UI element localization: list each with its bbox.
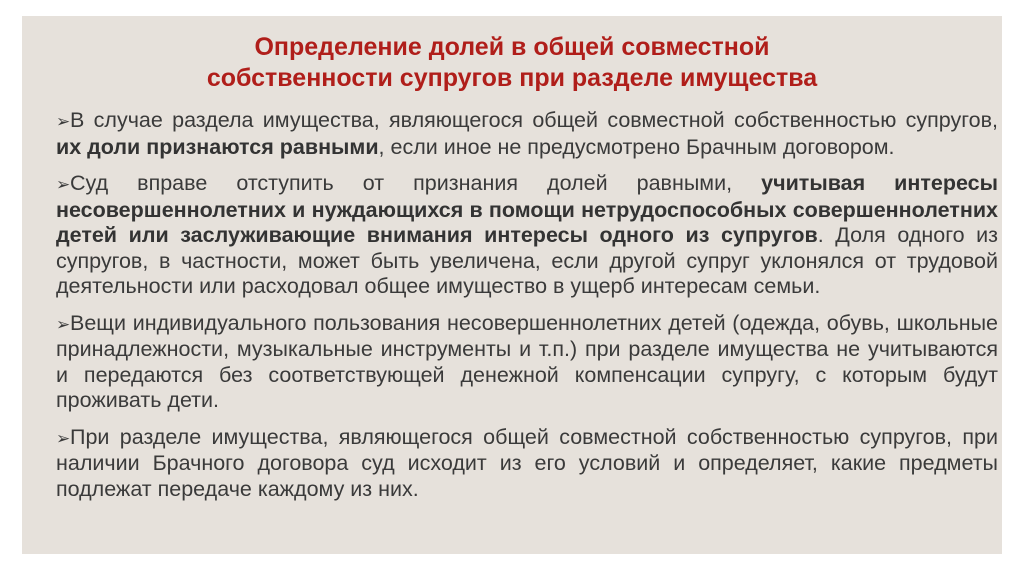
arrow-bullet-icon: ➢ (56, 314, 71, 334)
arrow-bullet-icon: ➢ (56, 428, 71, 448)
paragraph-3 (56, 311, 998, 414)
paragraph-3-text: Вещи индивидуального пользования несовершеннолетних детей (одежда, обувь, школьные принадлежности, музыкальные инструменты и т.п.) при разделе имущества не учитываются и передаются без соответствующей денежной компенсации супругу, с которым будут проживать дети. (56, 310, 998, 412)
paragraph-4-text: При разделе имущества, являющегося общей совместной собственностью супругов, при наличии Брачного договора суд исходит из его условий и определяет, какие предметы подлежат передаче каждому из них. (56, 424, 998, 501)
paragraph-1-bold: их доли признаются равными (56, 134, 379, 159)
arrow-bullet-icon: ➢ (56, 175, 71, 194)
paragraph-2 (56, 171, 998, 300)
paragraph-1-text-a: В случае раздела имущества, являющегося общей совместной собственностью супругов, (70, 108, 998, 132)
slide-panel (22, 16, 1002, 554)
title-line-2: собственности супругов при разделе имущества (206, 64, 818, 92)
paragraph-2-bold: учитывая интересы несовершеннолетних и нуждающихся в помощи нетрудоспособных совершеннолетних детей или заслуживающие внимания интересы одного из супругов (56, 171, 998, 247)
arrow-bullet-icon: ➢ (56, 112, 71, 131)
paragraph-1-text-c: , если иное не предусмотрено Брачным договором. (378, 134, 895, 159)
title-line-1: Определение долей в общей совместной (254, 33, 770, 61)
paragraph-1 (56, 108, 998, 160)
paragraph-2-text-c: . Доля одного из супругов, в частности, может быть увеличена, если другой супруг уклонялся от трудовой деятельности или расходовал общее имущество в ущерб интересам семьи. (56, 223, 998, 298)
slide-title (22, 32, 1002, 94)
slide-body (56, 108, 998, 513)
paragraph-2-text-a: Суд вправе отступить от признания долей равными, (70, 171, 762, 195)
paragraph-4 (56, 425, 998, 503)
